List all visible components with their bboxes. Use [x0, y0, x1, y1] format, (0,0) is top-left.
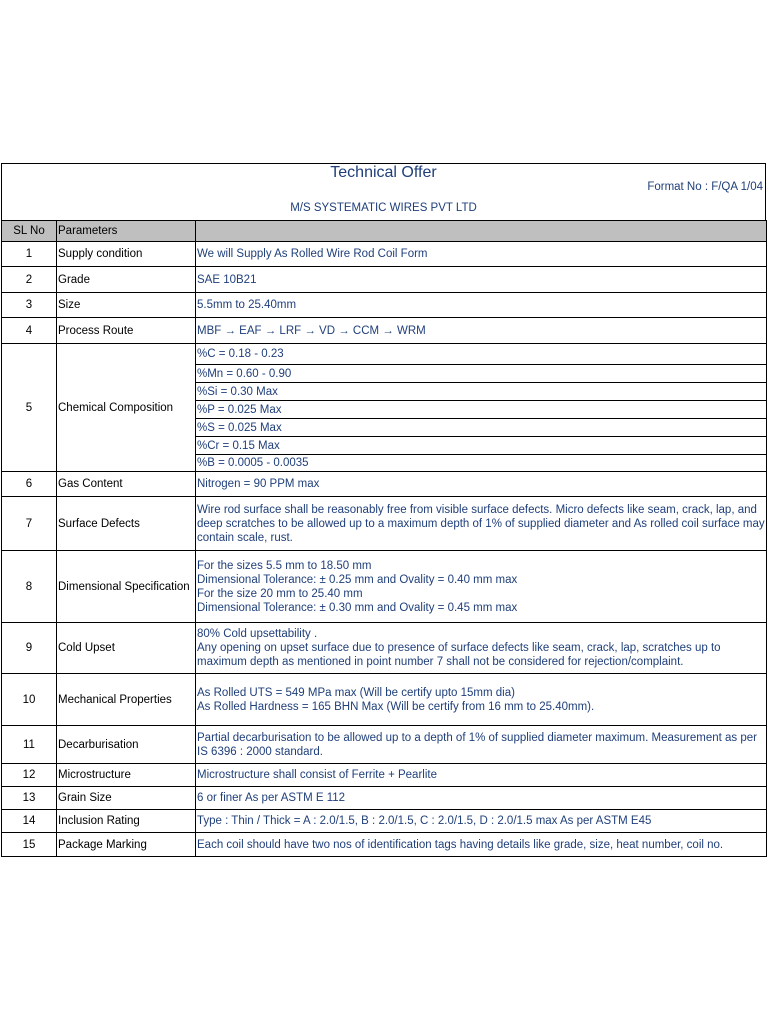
row-sl: 9 — [2, 623, 57, 674]
row-parameter: Cold Upset — [57, 623, 196, 674]
row-parameter: Chemical Composition — [57, 344, 196, 472]
value-line: For the size 20 mm to 25.40 mm — [197, 587, 363, 600]
row-sl: 3 — [2, 293, 57, 318]
row-sl: 4 — [2, 318, 57, 344]
table-row — [2, 787, 767, 810]
row-sl: 2 — [2, 267, 57, 293]
table-row — [2, 344, 767, 365]
row-value: MBF → EAF → LRF → VD → CCM → WRM — [196, 318, 767, 344]
chem-line: %S = 0.025 Max — [196, 419, 767, 437]
value-line: Dimensional Tolerance: ± 0.30 mm and Ovality = 0.45 mm max — [197, 601, 518, 614]
row-value: Each coil should have two nos of identification tags having details like grade, size, heat number, coil no. — [196, 833, 767, 857]
row-value — [196, 551, 767, 623]
table-row — [2, 497, 767, 551]
row-sl: 12 — [2, 764, 57, 787]
row-sl: 10 — [2, 674, 57, 726]
value-line: 80% Cold upsettability . — [197, 628, 318, 640]
chem-line: %Si = 0.30 Max — [196, 383, 767, 401]
row-value: Type : Thin / Thick = A : 2.0/1.5, B : 2.0/1.5, C : 2.0/1.5, D : 2.0/1.5 max As per ASTM E45 — [196, 810, 767, 833]
page-title: Technical Offer — [330, 164, 437, 181]
row-parameter: Dimensional Specification — [57, 551, 196, 623]
chem-line: %Cr = 0.15 Max — [196, 437, 767, 455]
row-value — [196, 674, 767, 726]
row-value: Nitrogen = 90 PPM max — [196, 472, 767, 497]
row-parameter: Package Marking — [57, 833, 196, 857]
spec-table — [1, 220, 767, 857]
row-value: 5.5mm to 25.40mm — [196, 293, 767, 318]
row-parameter: Surface Defects — [57, 497, 196, 551]
table-row — [2, 318, 767, 344]
value-line: For the sizes 5.5 mm to 18.50 mm — [197, 559, 372, 572]
row-sl: 8 — [2, 551, 57, 623]
table-row — [2, 293, 767, 318]
value-line: As Rolled Hardness = 165 BHN Max (Will be certify from 16 mm to 25.40mm). — [197, 700, 595, 713]
table-row — [2, 810, 767, 833]
table-row — [2, 242, 767, 267]
row-sl: 14 — [2, 810, 57, 833]
column-header-parameters: Parameters — [57, 221, 196, 242]
chem-line: %Mn = 0.60 - 0.90 — [196, 365, 767, 383]
value-line: As Rolled UTS = 549 MPa max (Will be certify upto 15mm dia) — [197, 686, 515, 699]
table-row — [2, 726, 767, 764]
chem-line: %C = 0.18 - 0.23 — [196, 344, 767, 365]
row-parameter: Microstructure — [57, 764, 196, 787]
row-sl: 5 — [2, 344, 57, 472]
sheet-header — [1, 163, 766, 220]
value-line: Any opening on upset surface due to presence of surface defects like seam, crack, lap, scratches up to maximum depth as mentioned in point number 7 shall not be considered for rejection/complaint. — [197, 642, 721, 668]
table-row — [2, 623, 767, 674]
table-row — [2, 267, 767, 293]
row-value: 6 or finer As per ASTM E 112 — [196, 787, 767, 810]
row-sl: 6 — [2, 472, 57, 497]
table-row — [2, 833, 767, 857]
table-row — [2, 674, 767, 726]
row-value: SAE 10B21 — [196, 267, 767, 293]
row-parameter: Grain Size — [57, 787, 196, 810]
company-name: M/S SYSTEMATIC WIRES PVT LTD — [290, 202, 477, 214]
column-header-value — [196, 221, 767, 242]
table-row — [2, 551, 767, 623]
chem-line: %B = 0.0005 - 0.0035 — [196, 455, 767, 472]
row-parameter: Size — [57, 293, 196, 318]
table-header-row — [2, 221, 767, 242]
row-parameter: Grade — [57, 267, 196, 293]
value-line: Dimensional Tolerance: ± 0.25 mm and Ovality = 0.40 mm max — [197, 573, 518, 586]
row-parameter: Mechanical Properties — [57, 674, 196, 726]
row-sl: 13 — [2, 787, 57, 810]
row-parameter: Decarburisation — [57, 726, 196, 764]
row-value — [196, 623, 767, 674]
table-row — [2, 472, 767, 497]
row-sl: 1 — [2, 242, 57, 267]
format-number: Format No : F/QA 1/04 — [647, 181, 763, 193]
row-value: Partial decarburisation to be allowed up to a depth of 1% of supplied diameter maximum. Measurement as per IS 6396 : 2000 standard. — [196, 726, 767, 764]
row-sl: 11 — [2, 726, 57, 764]
row-parameter: Process Route — [57, 318, 196, 344]
row-parameter: Inclusion Rating — [57, 810, 196, 833]
row-value: We will Supply As Rolled Wire Rod Coil Form — [196, 242, 767, 267]
row-sl: 7 — [2, 497, 57, 551]
row-value: Microstructure shall consist of Ferrite + Pearlite — [196, 764, 767, 787]
technical-offer-sheet — [1, 163, 766, 857]
table-row — [2, 764, 767, 787]
column-header-sl: SL No — [2, 221, 57, 242]
row-sl: 15 — [2, 833, 57, 857]
chem-line: %P = 0.025 Max — [196, 401, 767, 419]
row-parameter: Supply condition — [57, 242, 196, 267]
row-parameter: Gas Content — [57, 472, 196, 497]
row-value: Wire rod surface shall be reasonably free from visible surface defects. Micro defects like seam, crack, lap, and deep scratches to be allowed up to a maximum depth of 1% of supplied diameter and As rolled coil surface may contain scale, rust. — [196, 497, 767, 551]
